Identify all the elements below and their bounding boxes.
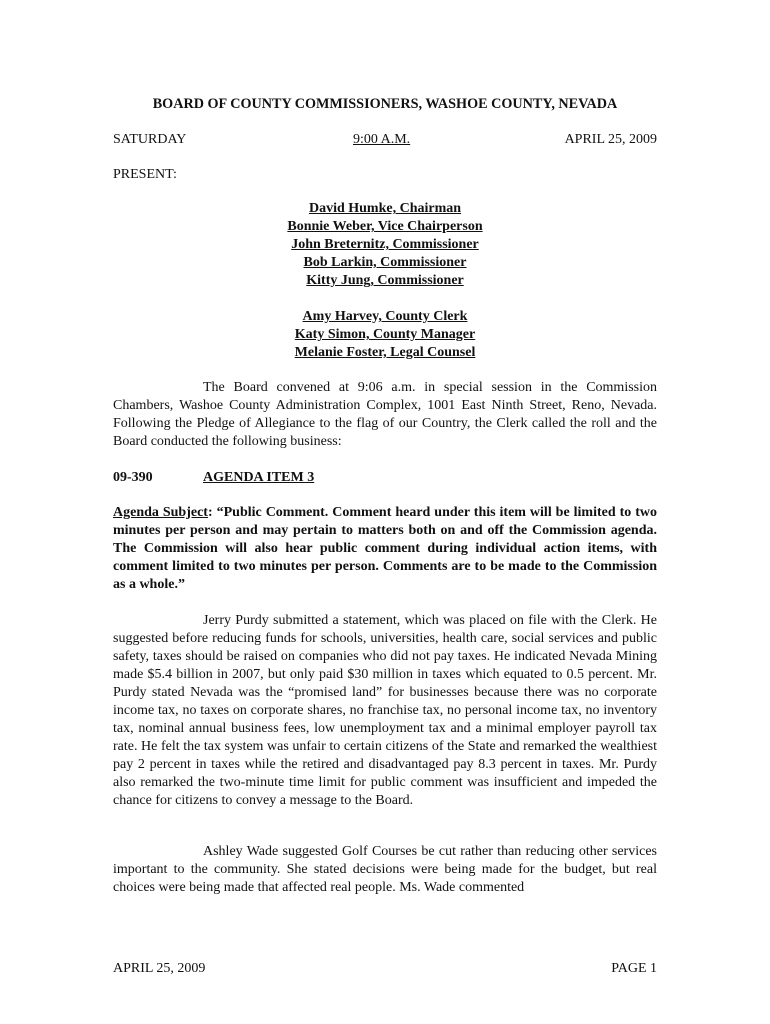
meeting-date: APRIL 25, 2009 [564,132,657,147]
footer-date: APRIL 25, 2009 [113,961,206,976]
meeting-time: 9:00 A.M. [353,132,411,147]
staff-name: Melanie Foster, Legal Counsel [294,345,476,360]
commissioner-name: Bonnie Weber, Vice Chairperson [287,219,483,234]
staff-list [113,308,657,362]
purdy-paragraph [113,612,657,810]
meeting-day: SATURDAY [113,132,187,147]
purdy-paragraph-text: Jerry Purdy submitted a statement, which was placed on file with the Clerk. He suggested before reducing funds for schools, universities, health care, social services and public safety, taxes should be raised on companies who did not pay taxes. He indicated Nevada Mining made $5.4 billion in 2007, but only paid $30 million in taxes which equated to 0.5 percent. Mr. Purdy stated Nevada was the “promised land” for businesses because there was no corporate income tax, no taxes on corporate shares, no franchise tax, no personal income tax, no inventory tax, nominal annual business fees, low unemployment tax and a minimal employer payroll tax rate. He felt the tax system was unfair to certain citizens of the State and remarked the wealthiest pay 2 percent in taxes while the retired and disadvantaged pay 8.3 percent in taxes. Mr. Purdy also remarked the two-minute time limit for public comment was insufficient and impeded the chance for citizens to convey a message to the Board. [113,613,657,808]
agenda-subject-label: Agenda Subject [113,505,208,520]
page-number: PAGE 1 [611,961,657,976]
commissioner-name: Bob Larkin, Commissioner [303,255,467,270]
present-label: PRESENT: [113,167,177,182]
document-title: BOARD OF COUNTY COMMISSIONERS, WASHOE COUNTY, NEVADA [152,96,618,112]
agenda-item-title: AGENDA ITEM 3 [203,470,315,485]
commissioner-name: John Breternitz, Commissioner [291,237,479,252]
opening-paragraph [113,379,657,451]
agenda-number: 09-390 [113,470,153,485]
commissioners-list [113,200,657,290]
opening-paragraph-text: The Board convened at 9:06 a.m. in special session in the Commission Chambers, Washoe County Administration Complex, 1001 East Ninth Street, Reno, Nevada. Following the Pledge of Allegiance to the flag of our Country, the Clerk called the roll and the Board conducted the following business: [113,380,657,449]
staff-name: Katy Simon, County Manager [294,327,476,342]
meeting-dateline [113,131,657,149]
staff-name: Amy Harvey, County Clerk [302,309,468,324]
agenda-subject [113,504,657,594]
commissioner-name: David Humke, Chairman [308,201,462,216]
wade-paragraph-text: Ashley Wade suggested Golf Courses be cut rather than reducing other services important to the community. She stated decisions were being made for the budget, but real choices were being made that affected real people. Ms. Wade commented [113,844,657,895]
agenda-subject-text: : “Public Comment. Comment heard under this item will be limited to two minutes per person and may pertain to matters both on and off the Commission agenda. The Commission will also hear public comment during individual action items, with comment limited to two minutes per person. Comments are to be made to the Commission as a whole.” [113,505,657,592]
page-footer [113,960,657,978]
wade-paragraph [113,843,657,897]
commissioner-name: Kitty Jung, Commissioner [306,273,464,288]
